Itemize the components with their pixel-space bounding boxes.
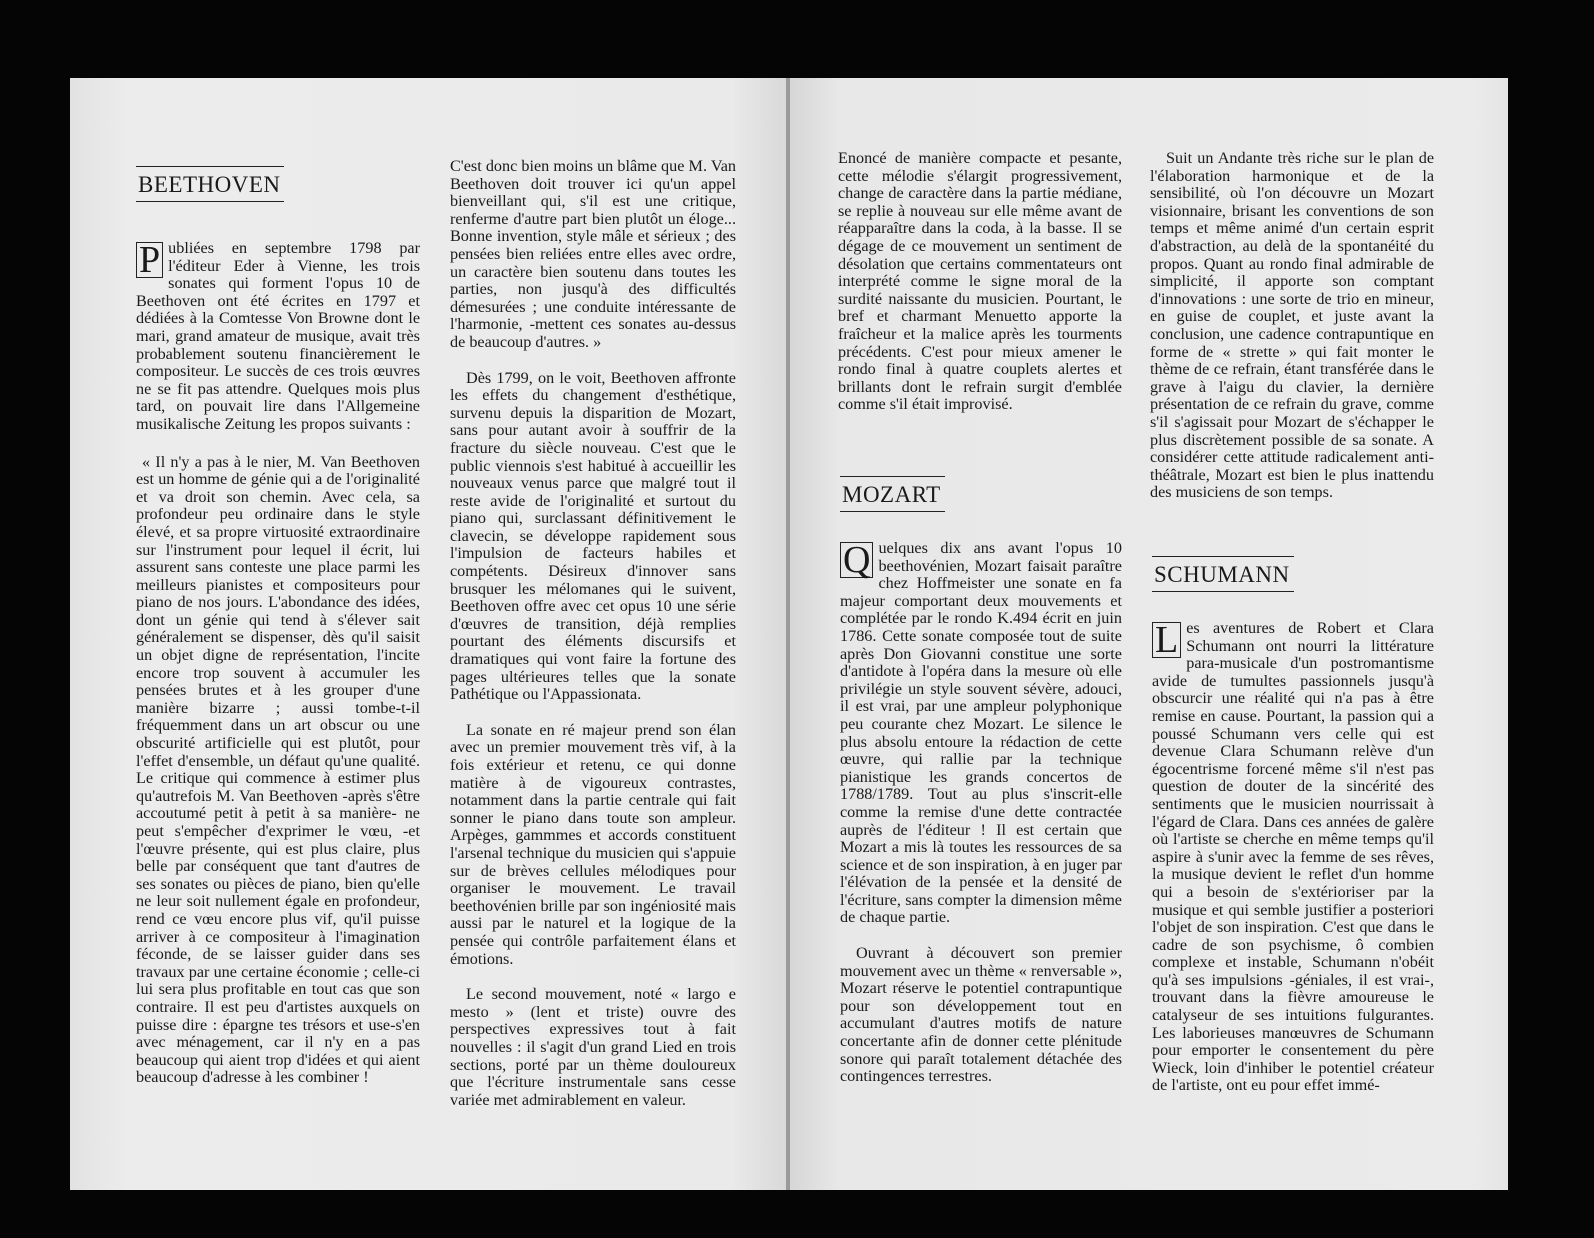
left-column-2 bbox=[450, 158, 736, 1109]
left-page bbox=[70, 78, 788, 1190]
booklet-spread bbox=[70, 78, 1508, 1190]
dropcap-p: P bbox=[136, 242, 163, 278]
mozart-para-3: Suit un Andante très riche sur le plan de l'élaboration harmonique et de la sensibilité, où l'on découvre un Mozart visionnaire, brisant les conventions de son temps et même animé d'un certain esprit d'abstraction, au delà de la spontanéité du propos. Quant au rondo final admirable de simplicité, il apporte son comptant d'innovations : une sorte de trio en mineur, en guise de couplet, et juste avant la conclusion, une cadence contrapuntique en forme de « strette » qui fait monter le thème de ce refrain, étant transférée dans le grave à l'aigu du clavier, la dernière présentation de ce refrain du grave, comme s'il s'agissait pour Mozart de s'échapper le plus discrètement possible de sa sonate. A considérer cette attitude radicalement anti-théâtrale, Mozart est bien le plus inattendu des musiciens de son temps. bbox=[1150, 149, 1434, 502]
schumann-para-1: L es aventures de Robert et Clara Schumann ont nourri la littérature para-musicale d'un postromantisme avide de tumultes passionnels jusqu'à obscurcir une réalité qui n'a pas à être remise en cause. Pourtant, la passion qui a poussé Schumann vers celle qui est devenue Clara Schumann relève d'un égocentrisme forcené même s'il n'est pas question de douter de la sincérité des sentiments que le musicien nourrissait à l'égard de Clara. Dans ces années de galère où l'artiste se cherche en même temps qu'il aspire à s'unir avec la femme de ses rêves, la musique devient le reflet d'un homme qui a besoin de s'extérioriser par la musique et qui semble justifier a posteriori l'objet de son inspiration. C'est que dans le cadre de son psychisme, ô combien complexe et instable, Schumann n'obéit qu'à ses impulsions -géniales, il est vrai-, trouvant dans la fièvre amoureuse le catalyseur de ses intuitions fulgurantes. Les laborieuses manœuvres de Schumann pour emporter le consentement du père Wieck, loin d'inhiber le potentiel créateur de l'artiste, ont eu pour effet immé- bbox=[1152, 619, 1434, 1095]
mozart-para-2: Ouvrant à découvert son premier mouvement avec un thème « renversable », Mozart réserve le potentiel contrapuntique pour son développement tout en accumulant d'autres motifs de nature concertante afin de donner cette plénitude sonore qui paraît totalement détachée des contingences terrestres. bbox=[840, 944, 1122, 1086]
right-column-2 bbox=[1152, 620, 1434, 1095]
right-column-1 bbox=[840, 540, 1122, 1086]
right-column-1-top bbox=[838, 150, 1122, 414]
left-column-1 bbox=[136, 240, 420, 1087]
dropcap-q: Q bbox=[840, 542, 873, 578]
beethoven-para-3: C'est donc bien moins un blâme que M. Van Beethoven doit trouver ici qu'un appel bienveillant qui, s'il est une critique, renferme d'autre part bien plutôt un éloge... Bonne invention, style mâle et sérieux ; des pensées bien reliées entre elles avec ordre, un caractère bien soutenu dans toutes les parties, non jusqu'à des difficultés démesurées ; une conduite intéressante de l'harmonie, -mettent ces sonates au-dessus de beaucoup d'autres. » bbox=[450, 157, 736, 351]
beethoven-heading: BEETHOVEN bbox=[136, 166, 284, 202]
beethoven-para-5: La sonate en ré majeur prend son élan avec un premier mouvement très vif, à la fois extérieur et retenu, ce qui donne matière à de vigoureux contrastes, notamment dans la partie centrale qui fait sonner le piano dans toute son ampleur. Arpèges, gammmes et accords constituent l'arsenal technique du musicien qui s'appuie sur de brèves cellules mélodiques pour organiser le mouvement. Le travail beethovénien brille par son ingéniosité mais aussi par le naturel et la logique de la pensée qui contrôle parfaitement élans et émotions. bbox=[450, 720, 736, 968]
beethoven-para-4: Dès 1799, on le voit, Beethoven affronte les effets du changement d'esthétique, survenu depuis la disparition de Mozart, sans pour autant avoir à souffrir de la fracture du siècle nouveau. C'est que le public viennois s'est habitué à accueillir les nouveaux venus parce que malgré tout il reste avide de l'originalité et surtout du piano qui, surclassant définitivement le clavecin, se développe rapidement sous l'impulsion de facteurs habiles et compétents. Désireux d'innover sans brusquer les mélomanes qui le suivent, Beethoven offre avec cet opus 10 une série d'œuvres de transition, déjà remplies pourtant des éléments discursifs et dramatiques qui vont faire la fortune des pages ultérieures telles que la sonate Pathétique ou l'Appassionata. bbox=[450, 368, 736, 704]
right-page bbox=[790, 78, 1508, 1190]
mozart-intro: Enoncé de manière compacte et pesante, cette mélodie s'élargit progressivement, change de caractère dans la partie médiane, se replie à nouveau sur elle même avant de réapparaître dans la coda, à la basse. Il se dégage de ce mouvement un sentiment de désolation que certains commentateurs ont interprété comme le signe moral de la surdité naissante du musicien. Pourtant, le bref et charmant Menuetto apporte la fraîcheur et la malice après les tourments précédents. C'est pour mieux amener le rondo final à quatre couplets alertes et brillants dont le refrain surgit d'emblée comme s'il était improvisé. bbox=[838, 149, 1122, 414]
mozart-heading: MOZART bbox=[840, 476, 945, 512]
mozart-para-1: Q uelques dix ans avant l'opus 10 beethovénien, Mozart faisait paraître chez Hoffmeister une sonate en fa majeur comportant deux mouvements et complétée par le rondo K.494 écrit en juin 1786. Cette sonate composée tout de suite après Don Giovanni constitue une sorte d'antidote à l'opéra dans la mesure où elle privilégie un style souvent sévère, adouci, il est vrai, par une ampleur polyphonique peu courante chez Mozart. Le silence le plus absolu entoure la rédaction de cette œuvre, qui rallie par la technique pianistique les grands concertos de 1788/1789. Tout au plus s'inscrit-elle comme la remise d'une dette contractée auprès de l'éditeur ! Il est certain que Mozart a mis là toutes les ressources de sa science et de son inspiration, à en juger par l'élévation de la pensée et la densité de l'écriture, sans compter la dimension même de chaque partie. bbox=[840, 539, 1122, 927]
beethoven-para-1: P ubliées en septembre 1798 par l'éditeur Eder à Vienne, les trois sonates qui forment l'opus 10 de Beethoven ont été écrites en 1797 et dédiées à la Comtesse Von Browne dont le mari, grand amateur de musique, avait très probablement soutenu financièrement le compositeur. Le succès de ces trois œuvres ne se fit pas attendre. Quelques mois plus tard, on pouvait lire dans l'Allgemeine musikalische Zeitung les propos suivants : bbox=[136, 239, 420, 433]
schumann-heading: SCHUMANN bbox=[1152, 556, 1294, 592]
beethoven-quote: « Il n'y a pas à le nier, M. Van Beethoven est un homme de génie qui a de l'originalité et va droit son chemin. Avec cela, sa profondeur peu ordinaire dans le style élevé, et sa propre virtuosité extraordinaire sur l'instrument pour lequel il écrit, lui assurent sans conteste une place parmi les meilleurs pianistes et compositeurs pour piano de nos jours. L'abondance des idées, dont un génie qui tend à s'élever sait généralement se dispenser, dès qu'il saisit un objet digne de représentation, l'incite encore trop souvent à accumuler les pensées brutes et à les grouper d'une manière bizarre ; aussi tombe-t-il fréquemment dans un art obscur ou une obscurité artificielle qui est plutôt, pour l'effet d'ensemble, un défaut qu'une qualité. Le critique qui commence à estimer plus qu'autrefois M. Van Beethoven -après s'être accoutumé petit à petit à sa manière- ne peut s'empêcher d'exprimer le vœu, -et l'œuvre présente, qui est plus claire, plus belle par conséquent que tant d'autres de ses sonates ou pièces de piano, bien qu'elle ne leur soit nullement égale en profondeur, rend ce vœu encore plus vif, qu'il puisse arriver à ce compositeur à l'imagination féconde, de se laisser guider dans ses travaux par une certaine économie ; celle-ci lui sera plus profitable en tout cas que son contraire. Il est peu d'artistes auxquels on puisse dire : épargne tes trésors et use-s'en avec ménagement, car il n'y en a pas beaucoup qui aient trop d'idées et qui aient beaucoup d'adresse à les combiner ! bbox=[136, 452, 420, 1087]
right-column-2-top bbox=[1150, 150, 1434, 502]
dropcap-l: L bbox=[1152, 622, 1181, 658]
beethoven-para-6: Le second mouvement, noté « largo e mesto » (lent et triste) ouvre des perspectives expressives tout à fait nouvelles : il s'agit d'un grand Lied en trois sections, porté par un thème douloureux que l'écriture instrumentale sans cesse variée met admirablement en valeur. bbox=[450, 985, 736, 1109]
